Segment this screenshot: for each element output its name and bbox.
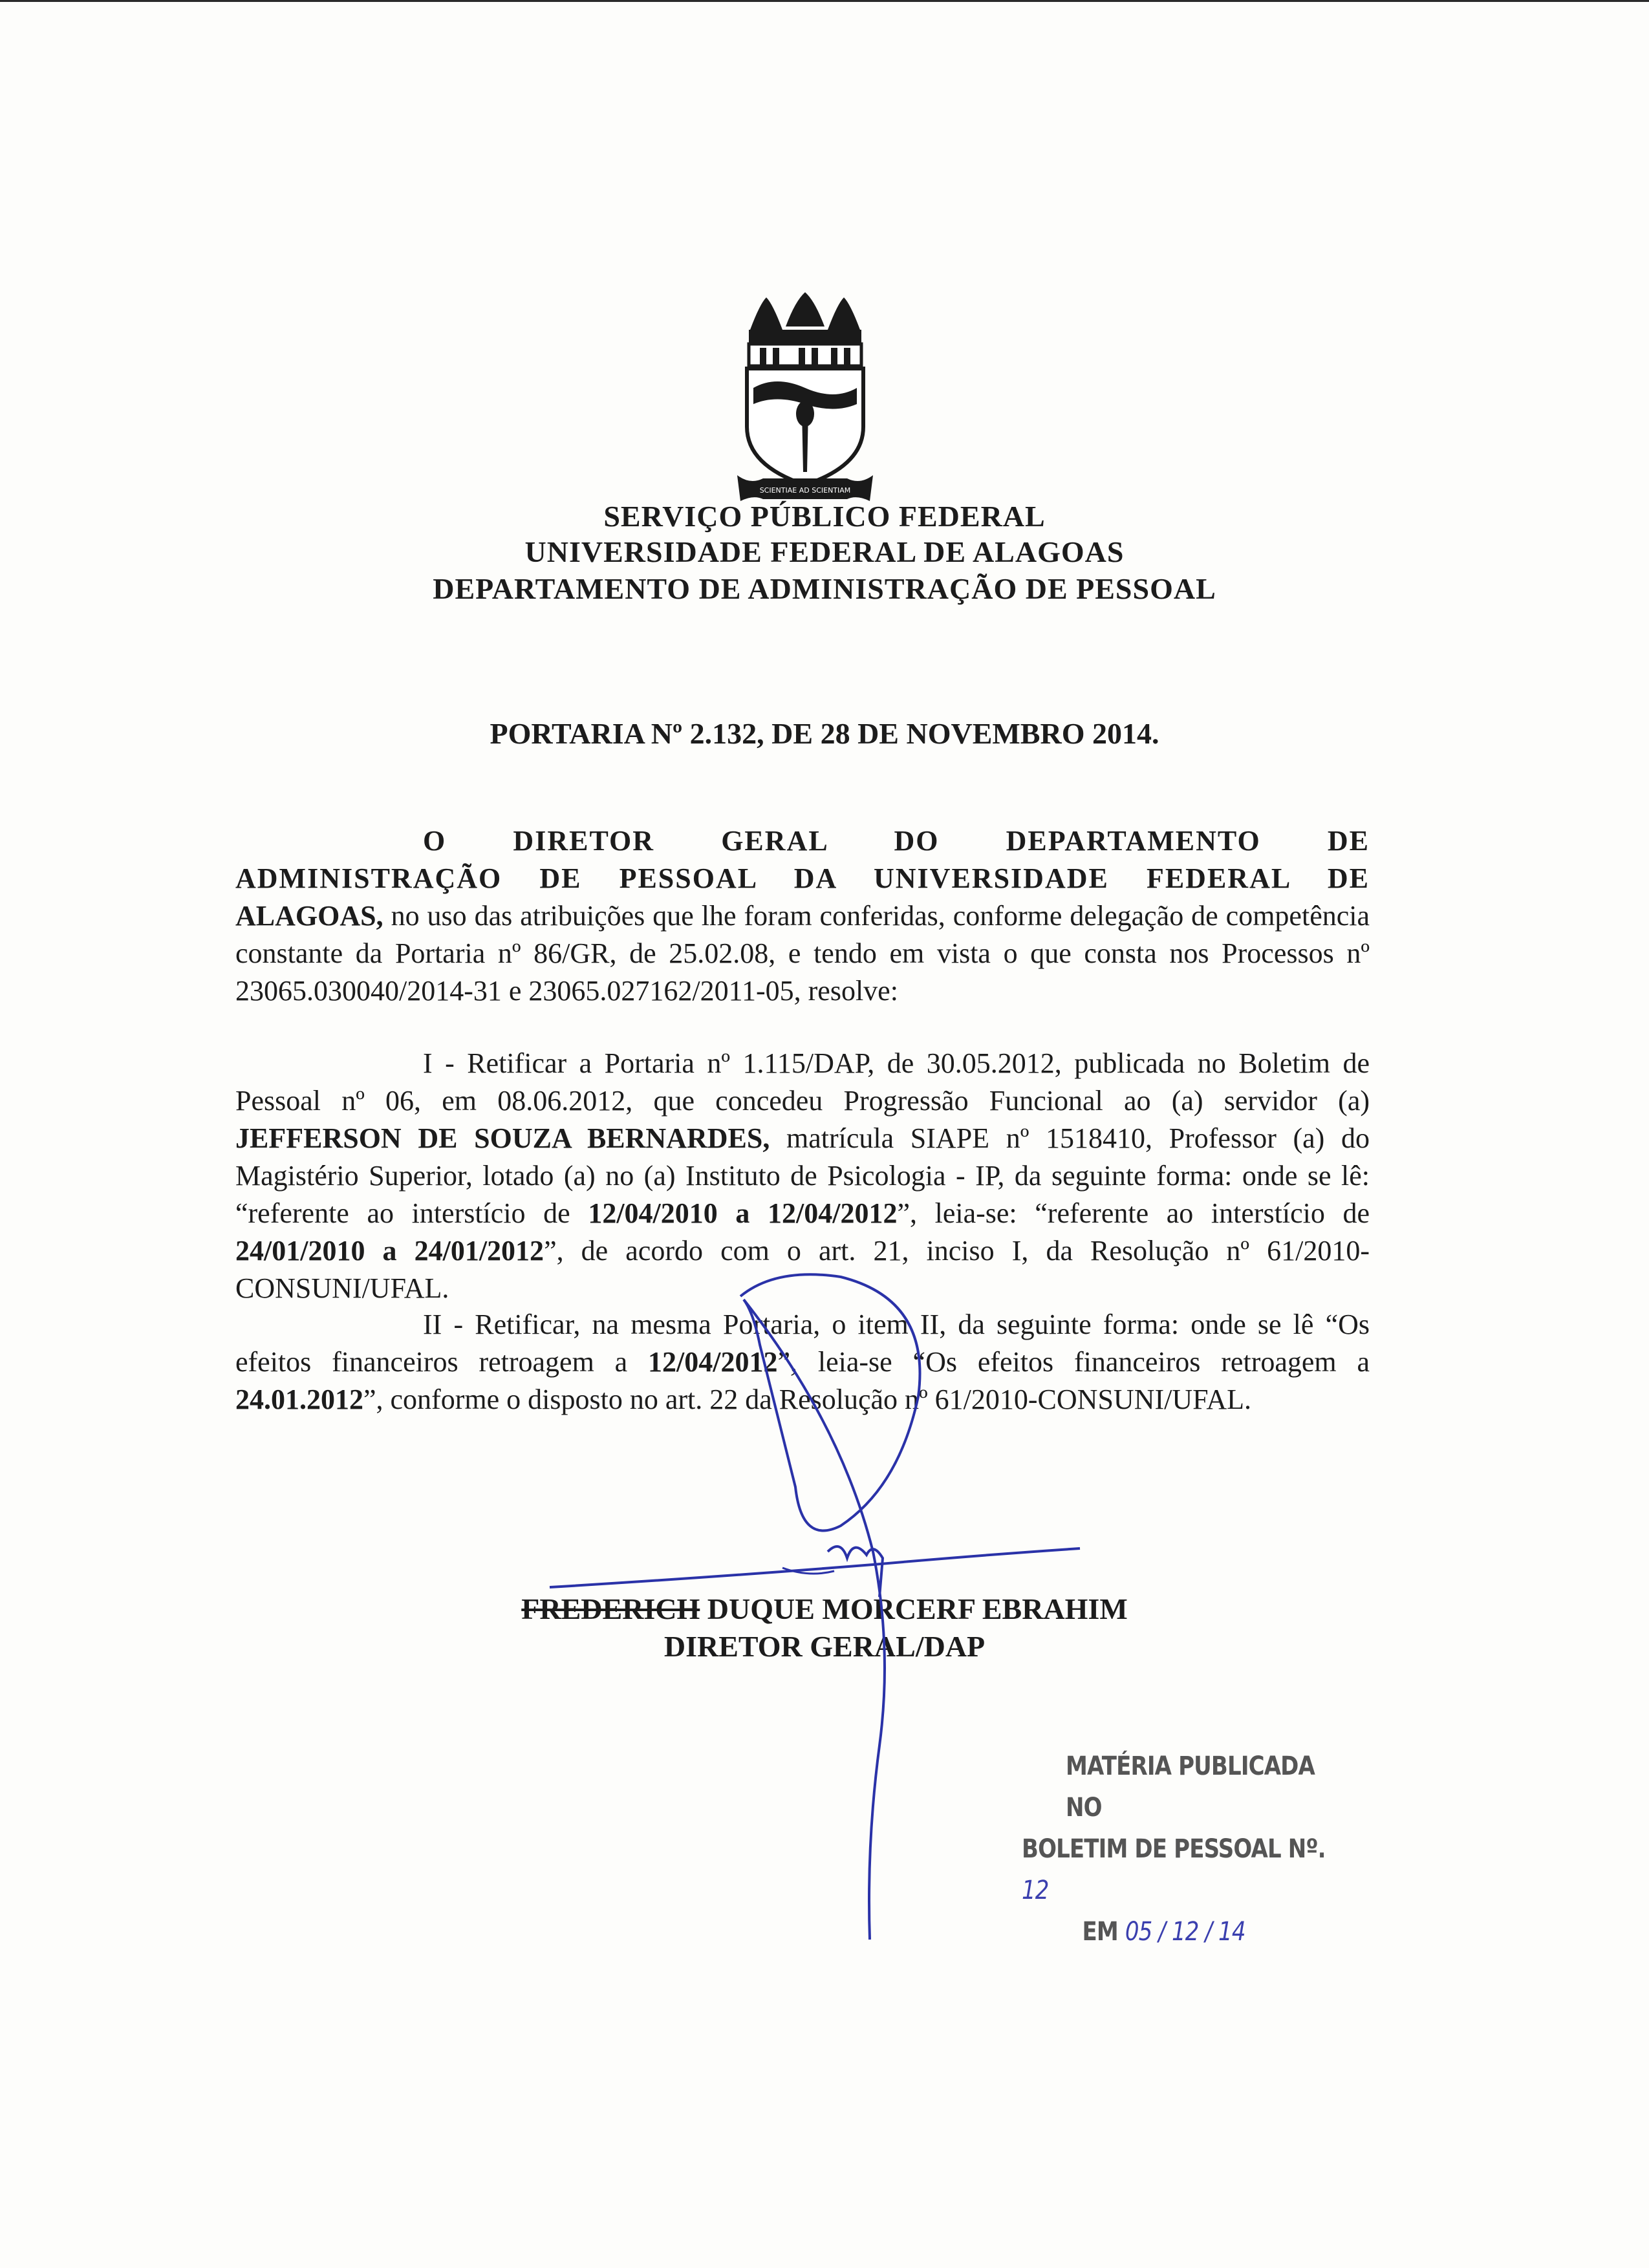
stamp-line-2 [1022, 1828, 1352, 1911]
item-1-text-a: I - Retificar a Portaria nº 1.115/DAP, de 30.05.2012, publicada no Boletim de Pessoal nº 06, em 08.06.2012, que concedeu Progressão Funcional ao (a) servidor (a) [235, 1047, 1370, 1117]
publication-stamp [1022, 1746, 1352, 1952]
date-new: 24.01.2012 [235, 1384, 363, 1415]
preamble-bold-start: ALAGOAS, [235, 900, 383, 932]
header-line-1: SERVIÇO PÚBLICO FEDERAL [603, 500, 1046, 533]
item-1-text-d: ”, de acordo com o art. 21, inciso I, da Resolução nº 61/2010-CONSUNI/UFAL. [235, 1235, 1370, 1304]
preamble-paragraph [235, 822, 1370, 1010]
period-new: 24/01/2010 a 24/01/2012 [235, 1235, 544, 1267]
crest-motto: SCIENTIAE AD SCIENTIAM [759, 486, 851, 495]
stamp-line-1: MATÉRIA PUBLICADA NO [1066, 1751, 1315, 1823]
item-2-text-b: ”, leia-se “Os efeitos financeiros retroagem a [777, 1346, 1370, 1378]
item-2-text-c: ”, conforme o disposto no art. 22 da Resolução nº 61/2010-CONSUNI/UFAL. [363, 1384, 1251, 1415]
signatory-name [0, 1592, 1649, 1626]
university-crest-logo [737, 291, 873, 504]
header-line-2: UNIVERSIDADE FEDERAL DE ALAGOAS [524, 535, 1125, 568]
stamp-date-value: 05 / 12 / 14 [1125, 1917, 1245, 1947]
signatory-first-name: FREDERICH [521, 1592, 700, 1625]
item-1-text-b: matrícula SIAPE nº 1518410, Professor (a) do Magistério Superior, lotado (a) no (a) Instituto de Psicologia - IP, da seguinte forma: onde se lê: “referente ao interstício de [235, 1122, 1370, 1229]
period-old: 12/04/2010 a 12/04/2012 [588, 1197, 898, 1229]
stamp-date-label: EM [1082, 1917, 1118, 1947]
preamble-text: no uso das atribuições que lhe foram conferidas, conforme delegação de competência constante da Portaria nº 86/GR, de 25.02.08, e tendo em vista o que consta nos Processos nº 23065.030040/2014-31 e 23065.027162/2011-05, resolve: [235, 900, 1370, 1007]
document-title: PORTARIA Nº 2.132, DE 28 DE NOVEMBRO 2014. [490, 717, 1159, 750]
item-1-paragraph [235, 1045, 1370, 1307]
stamp-line-3 [1022, 1911, 1352, 1952]
preamble-line-2: ADMINISTRAÇÃO DE PESSOAL DA UNIVERSIDADE FEDERAL DE [235, 862, 1370, 894]
preamble-line-1: O DIRETOR GERAL DO DEPARTAMENTO DE [423, 825, 1370, 857]
header-line-3: DEPARTAMENTO DE ADMINISTRAÇÃO DE PESSOAL [433, 572, 1216, 605]
signatory-role: DIRETOR GERAL/DAP [663, 1630, 986, 1663]
servant-name: JEFFERSON DE SOUZA BERNARDES, [235, 1122, 770, 1154]
item-2-text-a: II - Retificar, na mesma Portaria, o item II, da seguinte forma: onde se lê “Os efeitos financeiros retroagem a [235, 1309, 1370, 1378]
item-1-text-c: ”, leia-se: “referente ao interstício de [897, 1197, 1370, 1229]
signatory-last-names: DUQUE MORCERF EBRAHIM [700, 1592, 1128, 1625]
stamp-bulletin-number: 12 [1022, 1876, 1049, 1905]
item-2-paragraph [235, 1306, 1370, 1418]
stamp-bulletin-label: BOLETIM DE PESSOAL Nº. [1022, 1834, 1326, 1864]
scan-top-edge [0, 0, 1649, 2]
date-old: 12/04/2012 [648, 1346, 778, 1378]
